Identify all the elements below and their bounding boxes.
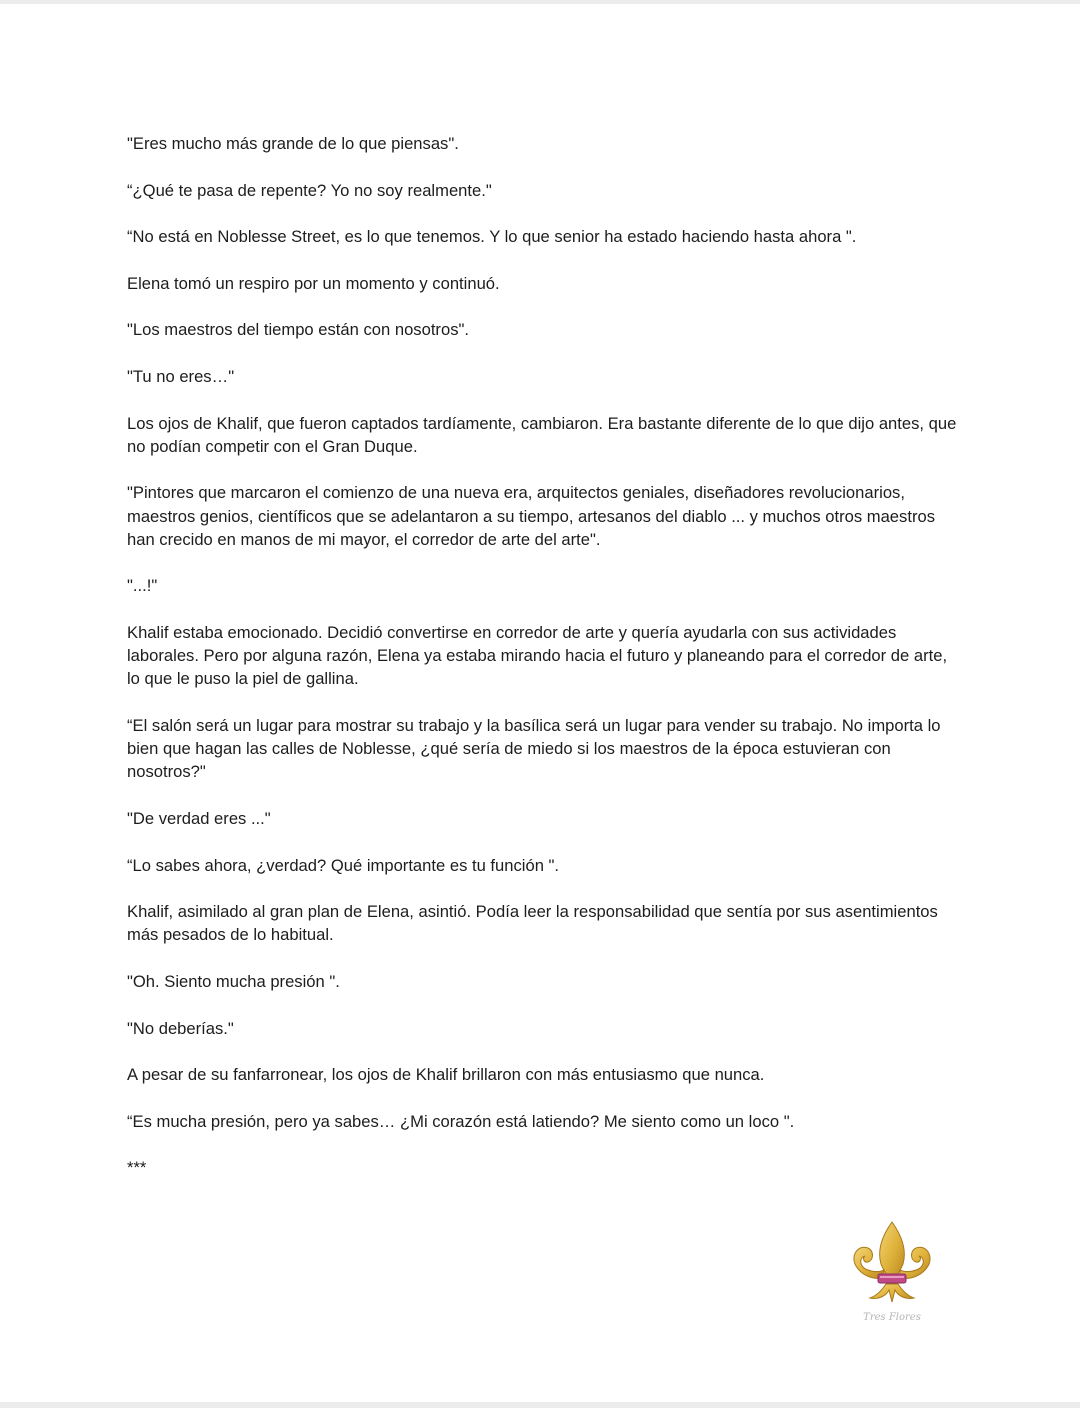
paragraph: "No deberías." (127, 1018, 234, 1038)
paragraph: "De verdad eres ..." (127, 808, 271, 828)
paragraph: “Lo sabes ahora, ¿verdad? Qué importante es tu función ". (127, 855, 560, 875)
paragraph: "...!" (127, 576, 158, 596)
paragraph: “El salón será un lugar para mostrar su trabajo y la basílica será un lugar para vender su trabajo. No importa lo bien que hagan las calles de Noblesse, ¿qué sería de miedo si los maestros de la época estuvieran con nosotros?" (127, 715, 941, 782)
paragraph: "Los maestros del tiempo están con nosotros". (127, 320, 469, 340)
paragraph: Los ojos de Khalif, que fueron captados tardíamente, cambiaron. Era bastante diferente de lo que dijo antes, que no podían competir con el Gran Duque. (127, 413, 957, 456)
fleur-de-lis-icon (844, 1218, 940, 1310)
paragraph: "Pintores que marcaron el comienzo de una nueva era, arquitectos geniales, diseñadores revolucionarios, maestros genios, científicos que se adelantaron a su tiempo, artesanos del diablo ... y muchos otros maestros han crecido en manos de mi mayor, el corredor de arte del arte". (127, 483, 935, 549)
paragraph: Elena tomó un respiro por un momento y continuó. (127, 273, 500, 293)
watermark-logo (844, 1218, 940, 1334)
document-body (127, 132, 957, 1203)
paragraph: A pesar de su fanfarronear, los ojos de Khalif brillaron con más entusiasmo que nunca. (127, 1065, 765, 1085)
paragraph: "Eres mucho más grande de lo que piensas". (127, 134, 459, 153)
paragraph: “Es mucha presión, pero ya sabes… ¿Mi corazón está latiendo? Me siento como un loco ". (127, 1111, 795, 1131)
paragraph: "Oh. Siento mucha presión ". (127, 971, 340, 991)
paragraph: "Tu no eres…" (127, 366, 235, 386)
paragraph: Khalif estaba emocionado. Decidió convertirse en corredor de arte y quería ayudarla con sus actividades laborales. Pero por alguna razón, Elena ya estaba mirando hacia el futuro y planeando para el corredor de arte, lo que le puso la piel de gallina. (127, 622, 948, 689)
paragraph: “No está en Noblesse Street, es lo que tenemos. Y lo que senior ha estado haciendo hasta ahora ". (127, 227, 857, 247)
paragraph: Khalif, asimilado al gran plan de Elena, asintió. Podía leer la responsabilidad que sentía por sus asentimientos más pesados de lo habitual. (127, 902, 938, 945)
paragraph: “¿Qué te pasa de repente? Yo no soy realmente." (127, 180, 492, 200)
section-separator: *** (127, 1158, 147, 1178)
watermark-caption: Tres Flores (863, 1312, 921, 1323)
